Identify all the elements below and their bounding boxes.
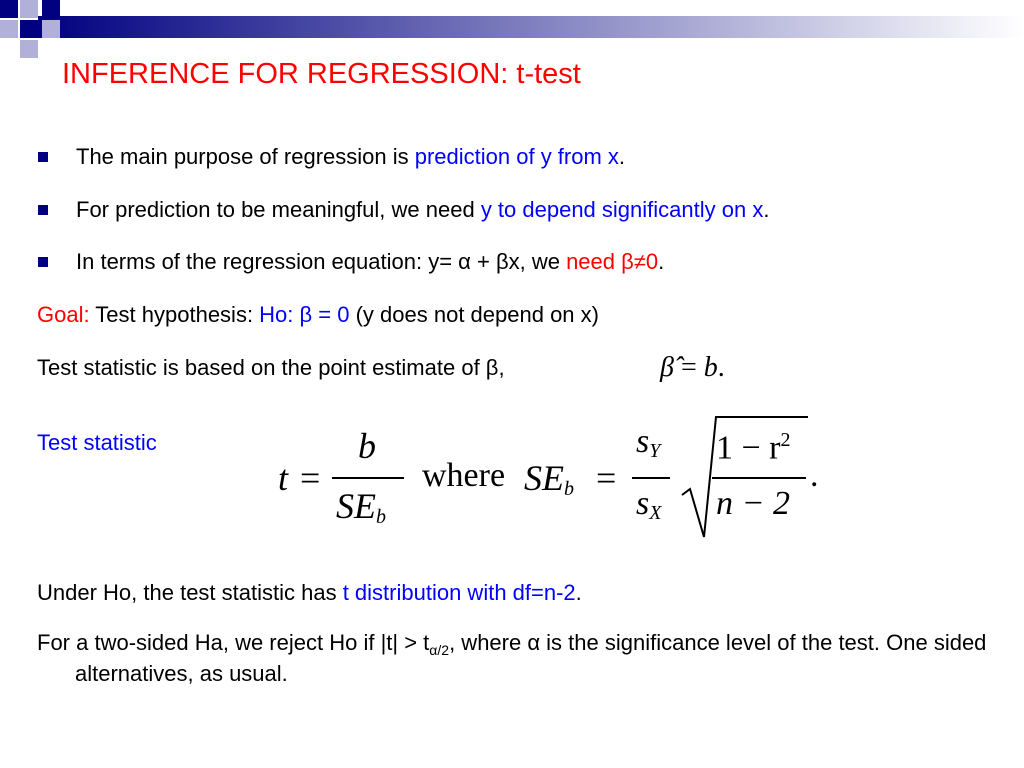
bullet-text: In terms of the regression equation: y= α + βx, we: [76, 249, 567, 274]
goal-note: (y does not depend on x): [349, 302, 599, 327]
t-statistic-formula: [270, 415, 830, 545]
formula-period: .: [810, 457, 819, 494]
goal-line: [37, 302, 599, 327]
distribution-tail: .: [575, 580, 582, 605]
beta-hat: β̂: [660, 352, 674, 383]
fraction-bar: [712, 477, 806, 479]
bullet-marker: [38, 257, 48, 267]
se-b-symbol: [524, 457, 574, 499]
bullet-text: The main purpose of regression is: [76, 144, 415, 169]
rejection-rule: [37, 628, 1024, 690]
s-text: s: [636, 423, 650, 460]
equals-sign: =: [300, 458, 321, 498]
goal-hypothesis: Ho: β = 0: [259, 302, 350, 327]
bullet-highlight: need β≠0: [566, 249, 659, 274]
bullet-text: For prediction to be meaningful, we need: [76, 197, 481, 222]
estimate-line: Test statistic is based on the point estimate of β,: [37, 355, 505, 380]
formula-period: .: [717, 352, 725, 383]
bullet-tail: .: [658, 249, 665, 274]
b-symbol: b: [703, 352, 718, 383]
equals-sign: =: [596, 458, 617, 498]
slide-title: INFERENCE FOR REGRESSION: t-test: [62, 58, 581, 90]
numerator-b: b: [358, 426, 376, 466]
bullet-marker: [38, 205, 48, 215]
t-symbol: t: [278, 458, 289, 498]
bullet-highlight: y to depend significantly on x: [480, 197, 764, 222]
where-word: where: [422, 457, 506, 494]
s-text: s: [636, 485, 650, 522]
distribution-line: [37, 580, 582, 605]
equals-sign: =: [680, 352, 697, 383]
fraction-bar: [332, 477, 404, 479]
se-text: SE: [336, 486, 376, 526]
bullet-item: [76, 197, 769, 222]
distribution-highlight: t distribution with df=n-2: [342, 580, 576, 605]
bullet-item: [76, 249, 664, 274]
bullet-tail: .: [618, 144, 626, 169]
distribution-text: Under Ho, the test statistic has: [37, 580, 343, 605]
s-subscript: Y: [649, 440, 661, 462]
goal-label: Goal:: [37, 302, 90, 327]
se-subscript: b: [376, 506, 386, 528]
denominator-se: [336, 485, 386, 527]
se-text: SE: [524, 458, 564, 498]
s-subscript: X: [649, 502, 662, 524]
bullet-marker: [38, 152, 48, 162]
s-x: [636, 485, 661, 523]
fraction-bar: [632, 477, 670, 479]
reject-text-post: , where α is the significance level of the test. One sided alternatives, as usual.: [75, 630, 987, 686]
root-denominator: n − 2: [716, 485, 790, 522]
root-num-text: 1 − r: [716, 429, 781, 467]
goal-text: Test hypothesis:: [89, 302, 260, 327]
bullet-tail: .: [763, 197, 770, 222]
beta-hat-formula: [660, 352, 725, 384]
alpha-half-subscript: α/2: [429, 642, 450, 658]
test-statistic-label: Test statistic: [37, 430, 157, 455]
bullet-item: [76, 144, 625, 169]
root-numerator: [716, 429, 791, 467]
se-subscript: b: [564, 478, 574, 500]
r-squared-exponent: 2: [780, 429, 791, 451]
reject-text: For a two-sided Ha, we reject Ho if |t| > t: [37, 630, 430, 655]
bullet-highlight: prediction of y from x: [414, 144, 619, 169]
s-y: [636, 423, 660, 461]
header-decoration: [0, 0, 1024, 60]
